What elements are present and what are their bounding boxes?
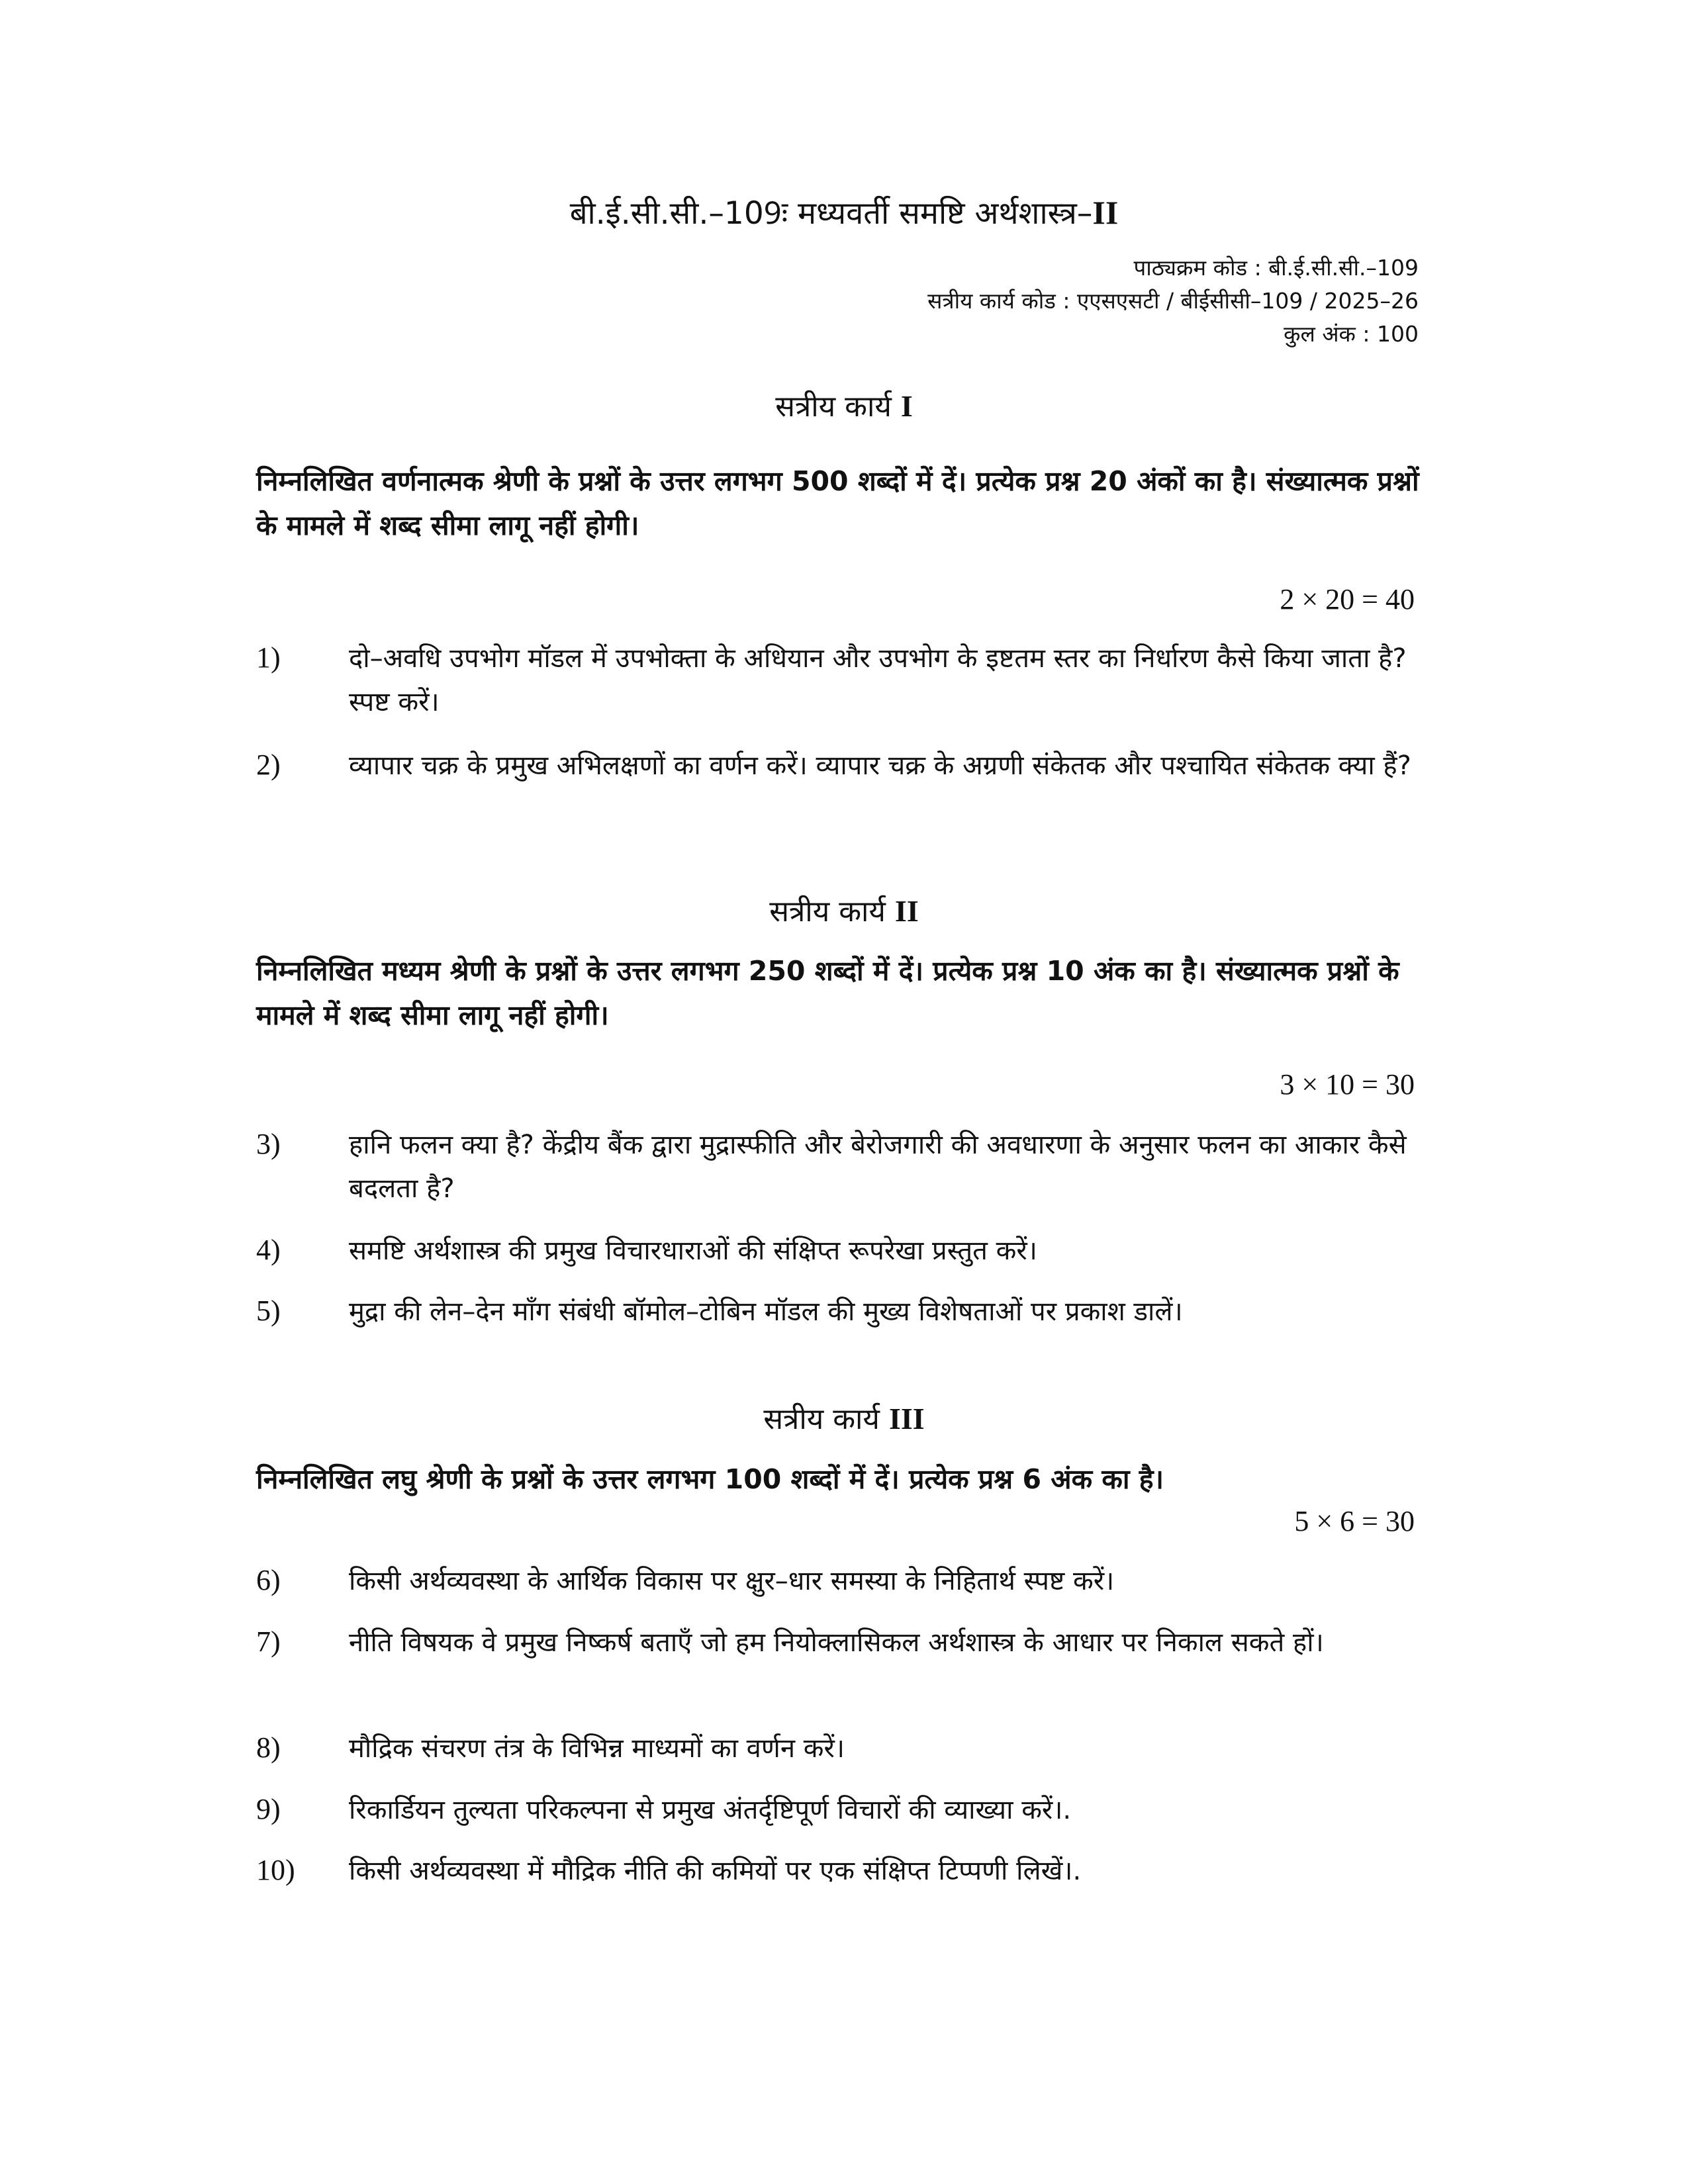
title-roman: II [1092,194,1119,231]
section-heading-1: सत्रीय कार्य I [775,389,913,424]
question-number: 8) [256,1731,281,1764]
course-code: पाठ्यक्रम कोड : बी.ई.सी.सी.–109 [1133,255,1419,281]
section-2-instruction: निम्नलिखित मध्यम श्रेणी के प्रश्नों के उत्तर लगभग 250 शब्दों में दें। प्रत्येक प्रश्न 10 अंक का है। संख्यात्मक प्रश्नों के मामले में शब्द सीमा लागू नहीं होगी। [256,955,1399,1031]
section-3-instruction: निम्नलिखित लघु श्रेणी के प्रश्नों के उत्तर लगभग 100 शब्दों में दें। प्रत्येक प्रश्न 6 अंक का है। [256,1463,1164,1495]
question-number: 9) [256,1793,281,1825]
section-heading-2: सत्रीय कार्य II [769,894,919,929]
total-marks: कुल अंक : 100 [1284,321,1419,347]
question-number: 7) [256,1625,281,1658]
question-text: समष्टि अर्थशास्त्र की प्रमुख विचारधाराओं की संक्षिप्त रूपरेखा प्रस्तुत करें। [349,1236,1037,1266]
section-1-instruction: निम्नलिखित वर्णनात्मक श्रेणी के प्रश्नों के उत्तर लगभग 500 शब्दों में दें। प्रत्येक प्रश्न 20 अंकों का है। संख्यात्मक प्रश्नों के मामले में शब्द सीमा लागू नहीं होगी। [256,465,1419,541]
question-text: किसी अर्थव्यवस्था में मौद्रिक नीति की कमियों पर एक संक्षिप्त टिप्पणी लिखें।. [349,1856,1082,1886]
question-text: हानि फलन क्या है? केंद्रीय बैंक द्वारा मुद्रास्फीति और बेरोजगारी की अवधारणा के अनुसार फलन का आकार कैसे बदलता है? [349,1130,1407,1204]
question-number: 4) [256,1234,281,1266]
question-text: नीति विषयक वे प्रमुख निष्कर्ष बताएँ जो हम नियोक्लासिकल अर्थशास्त्र के आधार पर निकाल सकते हों। [349,1627,1324,1658]
question-text: व्यापार चक्र के प्रमुख अभिलक्षणों का वर्णन करें। व्यापार चक्र के अग्रणी संकेतक और पश्चायित संकेतक क्या हैं? [349,751,1411,781]
question-text: मुद्रा की लेन–देन माँग संबंधी बॉमोल–टोबिन मॉडल की मुख्य विशेषताओं पर प्रकाश डालें। [349,1297,1183,1327]
question-text: दो–अवधि उपभोग मॉडल में उपभोक्ता के अधियान और उपभोग के इष्टतम स्तर का निर्धारण कैसे किया जाता है? स्पष्ट करें। [349,643,1407,717]
section-1-marks: 2 × 20 = 40 [1280,583,1415,615]
document-title [0,191,1688,233]
question-text: किसी अर्थव्यवस्था के आर्थिक विकास पर क्षुर–धार समस्या के निहितार्थ स्पष्ट करें। [349,1566,1115,1596]
question-number: 3) [256,1128,281,1160]
question-number: 5) [256,1295,281,1327]
question-text: रिकार्डियन तुल्यता परिकल्पना से प्रमुख अंतर्दृष्टिपूर्ण विचारों की व्याख्या करें।. [349,1795,1072,1825]
section-heading-3: सत्रीय कार्य III [763,1402,925,1436]
question-text: मौद्रिक संचरण तंत्र के विभिन्न माध्यमों का वर्णन करें। [349,1733,845,1764]
question-number: 1) [256,641,281,674]
section-3-marks: 5 × 6 = 30 [1294,1505,1415,1537]
question-number: 10) [256,1854,295,1886]
title-prefix: बी.ई.सी.सी.–109ः मध्यवर्ती समष्टि अर्थशास्त्र– [569,195,1093,232]
question-number: 2) [256,749,281,781]
section-2-marks: 3 × 10 = 30 [1280,1068,1415,1101]
assignment-code: सत्रीय कार्य कोड : एएसएसटी / बीईसीसी–109 / 2025–26 [927,288,1419,314]
question-number: 6) [256,1564,281,1596]
